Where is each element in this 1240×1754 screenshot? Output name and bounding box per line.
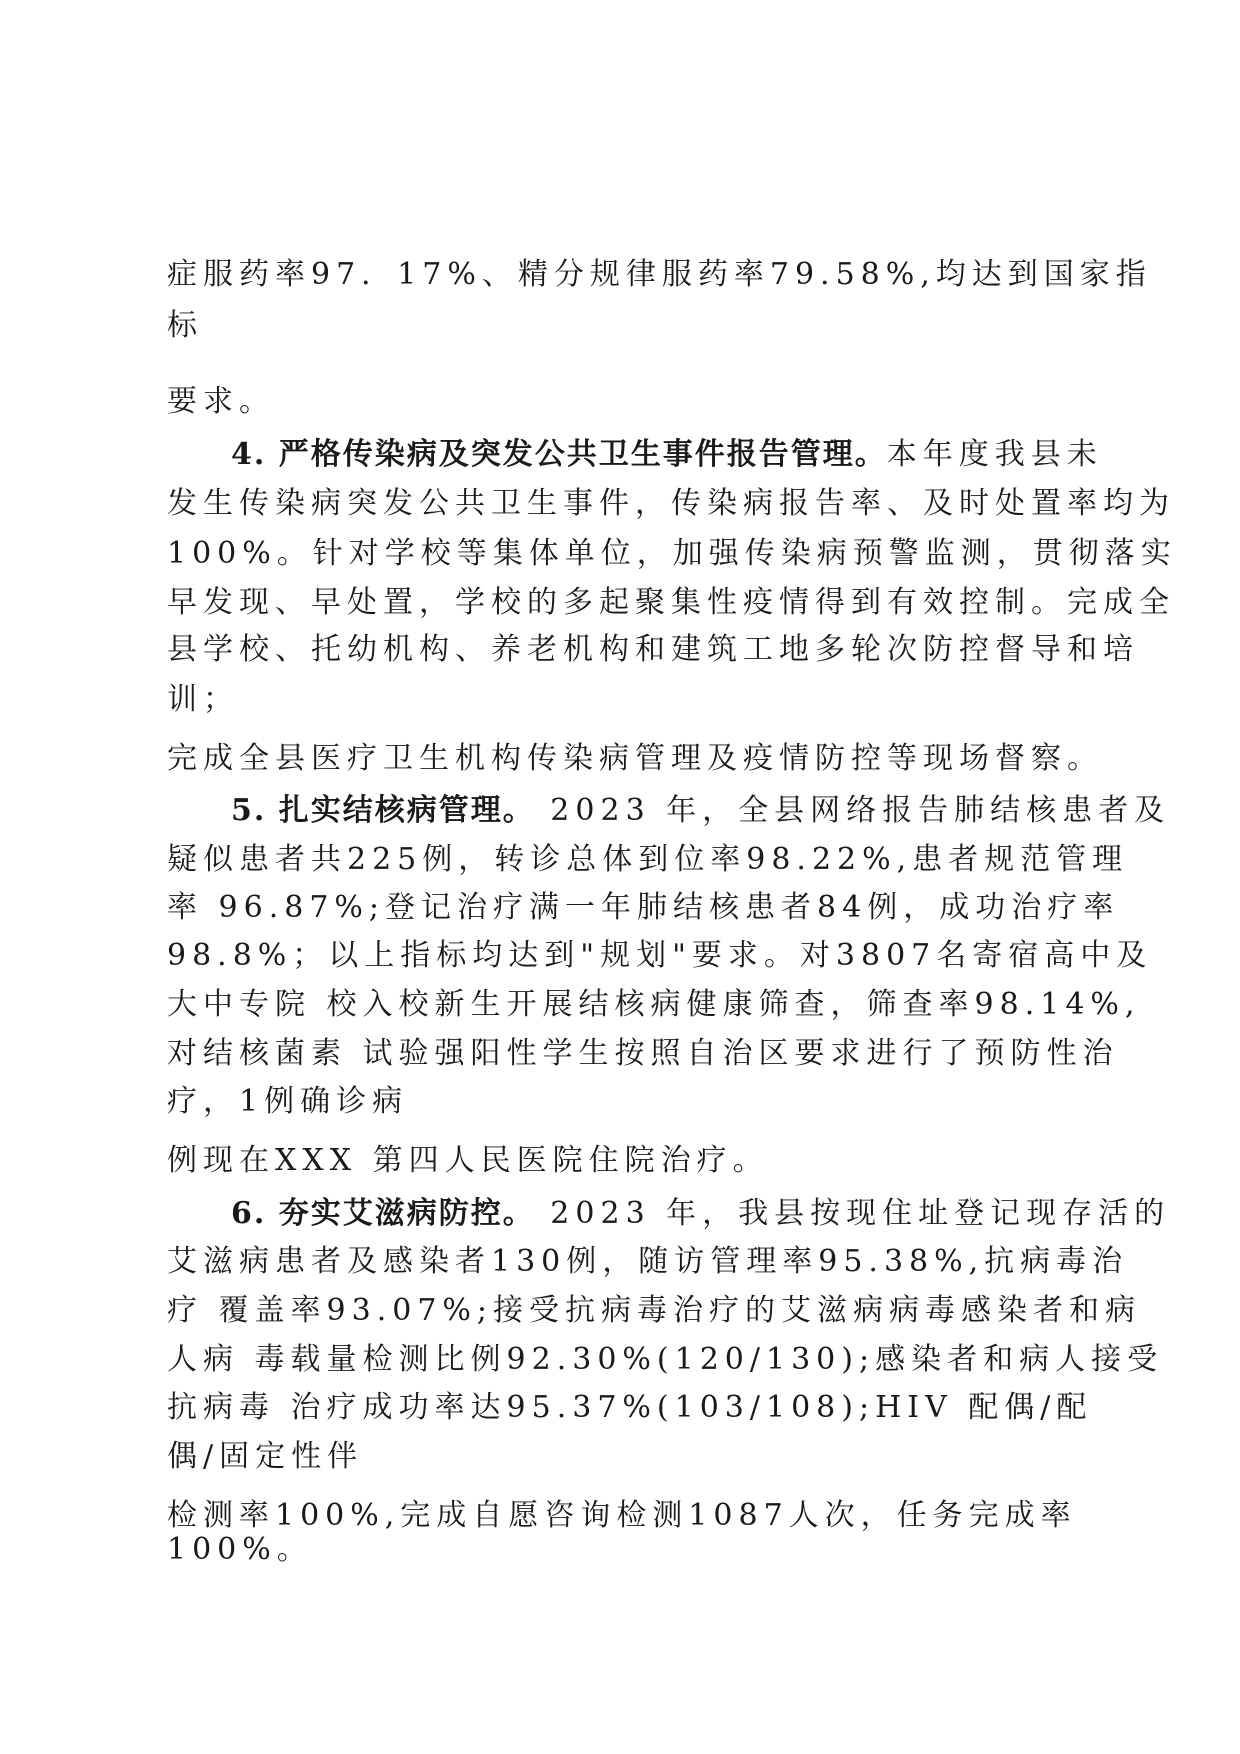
paragraph-first-line [231,435,1103,475]
text-line: 人病 毒载量检测比例92.30%(120/130);感染者和病人接受 [167,1342,1164,1377]
text-line: 100%。 [167,1532,313,1567]
text-line: 对结核菌素 试验强阳性学生按照自治区要求进行了预防性治 [167,1036,1119,1071]
text-line: 完成全县医疗卫生机构传染病管理及疫情防控等现场督察。 [167,741,1103,776]
text-line: 率 96.87%;登记治疗满一年肺结核患者84例，成功治疗率 [167,890,1120,925]
text-line: 疗，1例确诊病 [167,1084,409,1119]
text-line: 早发现、早处置，学校的多起聚集性疫情得到有效控制。完成全 [167,585,1175,620]
paragraph-first-line [231,1194,1171,1234]
text-line: 检测率100%,完成自愿咨询检测1087人次，任务完成率 [167,1498,1077,1533]
text-line: 例现在XXX 第四人民医院住院治疗。 [167,1143,769,1178]
text-line: 症服药率97．17%、精分规律服药率79.58%,均达到国家指 [167,257,1152,292]
text-run: 2023 年，我县按现住址登记现存活的 [534,1196,1171,1231]
text-run: 本年度我县未 [886,437,1103,472]
text-line: 100%。针对学校等集体单位，加强传染病预警监测，贯彻落实 [167,536,1177,571]
text-line: 要求。 [167,384,275,419]
text-line: 发生传染病突发公共卫生事件，传染病报告率、及时处置率均为 [167,486,1175,521]
section-heading: 5. 扎实结核病管理。 [231,793,535,828]
text-line: 县学校、托幼机构、养老机构和建筑工地多轮次防控督导和培 [167,632,1139,667]
text-line: 疑似患者共225例，转诊总体到位率98.22%,患者规范管理 [167,842,1129,877]
text-line: 98.8%；以上指标均达到"规划"要求。对3807名寄宿高中及 [167,938,1153,973]
section-heading: 4. 严格传染病及突发公共卫生事件报告管理。 [231,437,887,472]
text-line: 偶/固定性伴 [167,1439,364,1474]
text-line: 标 [167,308,203,343]
section-heading: 6. 夯实艾滋病防控。 [231,1196,535,1231]
text-line: 抗病毒 治疗成功率达95.37%(103/108);HIV 配偶/配 [167,1390,1093,1425]
text-run: 2023 年，全县网络报告肺结核患者及 [534,793,1171,828]
text-line: 艾滋病患者及感染者130例，随访管理率95.38%,抗病毒治 [167,1244,1129,1279]
text-line: 疗 覆盖率93.07%;接受抗病毒治疗的艾滋病病毒感染者和病 [167,1293,1142,1328]
paragraph-first-line [231,791,1171,831]
text-line: 大中专院 校入校新生开展结核病健康筛查，筛查率98.14%, [167,987,1141,1022]
text-line: 训； [167,682,239,717]
